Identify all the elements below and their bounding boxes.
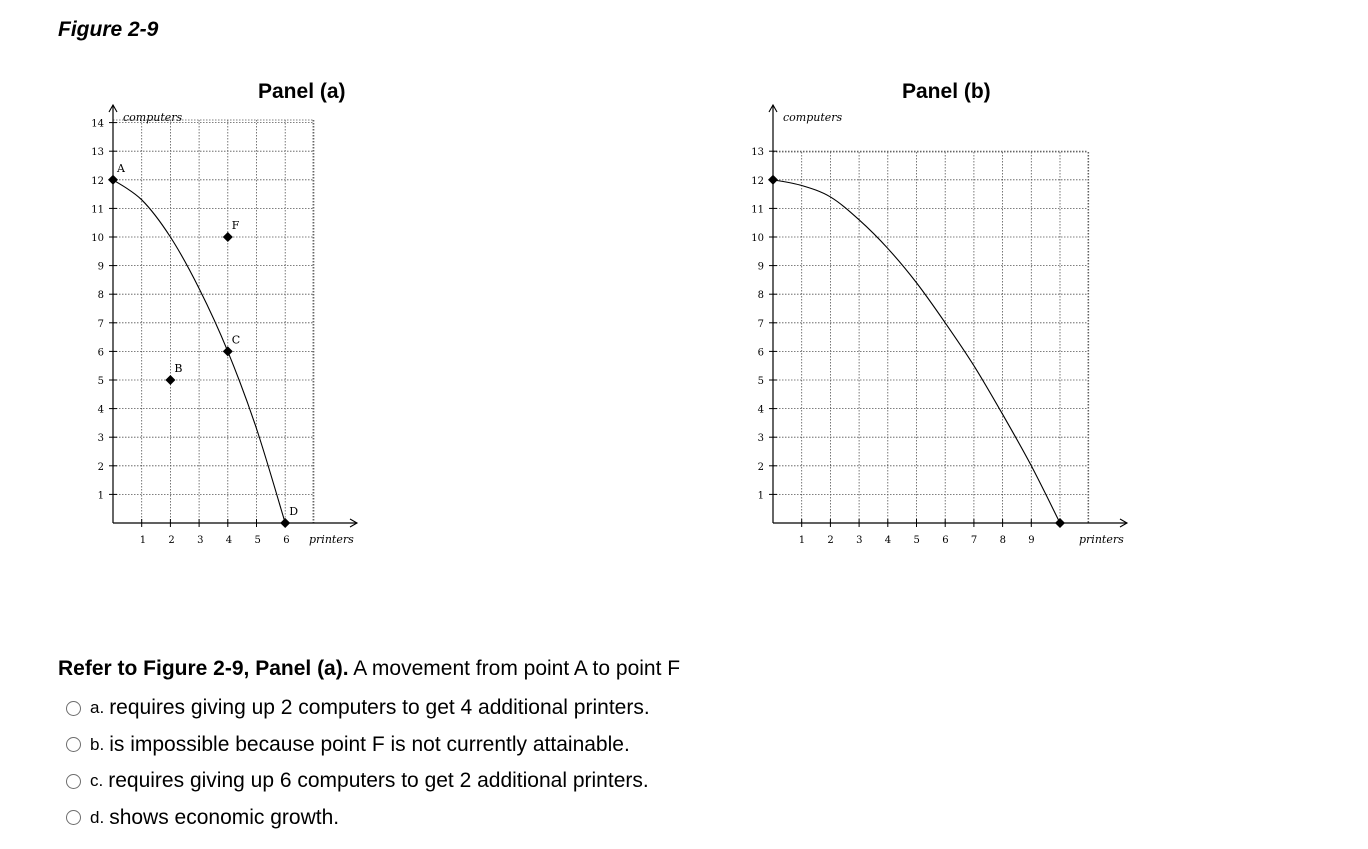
panel-a-y-tick-label: 14 (91, 118, 104, 130)
panel-b-x-axis-label: printers (1079, 533, 1124, 546)
panel-b-y-tick-label: 5 (757, 376, 764, 387)
panel-b-x-tick-label: 7 (970, 535, 978, 546)
panel-a-title: Panel (a) (258, 80, 346, 103)
option-c[interactable] (66, 763, 650, 800)
panel-b-x-tick-label: 9 (1028, 535, 1035, 546)
question-text (58, 657, 680, 681)
option-c-letter: c. (90, 771, 104, 791)
panel-b-x-tick-label: 4 (884, 535, 892, 546)
radio-a[interactable] (66, 701, 81, 716)
option-a[interactable] (66, 690, 650, 727)
panel-a-point-label-a: A (117, 161, 125, 175)
panel-b-y-tick-label: 12 (751, 175, 764, 187)
panel-b-point (768, 175, 778, 185)
option-c-text: requires giving up 6 computers to get 2 additional printers. (108, 769, 649, 793)
panel-a-point-a (108, 175, 118, 185)
question-body: A movement from point A to point F (348, 657, 681, 680)
option-b[interactable] (66, 727, 650, 764)
radio-b[interactable] (66, 737, 81, 752)
panel-a-x-tick-label: 6 (283, 535, 290, 546)
panel-b-y-tick-label: 4 (757, 404, 764, 416)
panel-a-y-tick-label: 5 (97, 376, 104, 387)
panel-b-y-tick-label: 2 (757, 461, 764, 473)
panel-b-x-tick-label: 2 (827, 535, 834, 546)
panel-b-y-axis-label: computers (783, 111, 843, 124)
answer-options (66, 690, 650, 836)
option-a-text: requires giving up 2 computers to get 4 additional printers. (109, 696, 650, 720)
panel-a-y-tick-label: 12 (91, 175, 104, 187)
panel-a-point-label-f: F (231, 219, 240, 232)
panel-a-point-label-c: C (231, 333, 241, 347)
option-d-text: shows economic growth. (109, 805, 340, 829)
panel-b-y-tick-label: 10 (751, 233, 764, 244)
panel-a-x-tick-label: 1 (139, 535, 147, 546)
panel-a-x-tick-label: 4 (225, 535, 233, 546)
panel-a-point-f (223, 232, 233, 242)
panel-b-x-tick-label: 1 (798, 535, 806, 546)
panel-b-x-tick-label: 8 (999, 535, 1006, 546)
panel-a-x-tick-label: 5 (254, 535, 261, 546)
panel-a-point-d (280, 518, 290, 528)
panel-a-point-label-b: B (174, 362, 183, 375)
panel-a-point-c (223, 346, 233, 356)
panel-a-y-tick-label: 3 (97, 433, 104, 445)
panel-a-y-tick-label: 11 (91, 204, 104, 216)
panel-a-y-tick-label: 4 (97, 404, 104, 416)
radio-c[interactable] (66, 774, 81, 789)
radio-d[interactable] (66, 810, 81, 825)
question-bold: Refer to Figure 2-9, Panel (a). (58, 657, 349, 680)
panel-a-y-tick-label: 1 (97, 490, 104, 502)
option-b-text: is impossible because point F is not currently attainable. (109, 732, 630, 756)
panel-b-y-tick-label: 6 (757, 347, 764, 359)
option-d-letter: d. (90, 807, 105, 827)
panel-b-x-tick-label: 3 (856, 535, 863, 546)
panel-b-title: Panel (b) (902, 80, 991, 103)
panel-b-x-tick-label: 5 (913, 535, 920, 546)
panel-a-x-axis-label: printers (309, 533, 354, 546)
panel-b-point (1055, 518, 1065, 528)
panel-b-y-tick-label: 7 (757, 318, 764, 330)
panel-b-y-tick-label: 11 (751, 204, 764, 216)
panel-a-y-tick-label: 10 (91, 233, 104, 244)
panel-b-x-tick-label: 6 (942, 535, 949, 546)
panel-a-y-tick-label: 8 (97, 290, 104, 302)
panel-a-y-tick-label: 9 (97, 261, 104, 273)
panel-a-y-tick-label: 6 (97, 347, 104, 359)
panel-a-x-tick-label: 2 (168, 535, 175, 546)
panel-a-y-tick-label: 2 (97, 461, 104, 473)
panel-a-y-axis-label: computers (123, 111, 183, 124)
panel-b-y-tick-label: 3 (757, 433, 764, 445)
panel-b-y-tick-label: 9 (757, 261, 764, 273)
panel-b-y-tick-label: 13 (751, 147, 764, 159)
panel-b-y-tick-label: 8 (757, 290, 764, 302)
figure-title: Figure 2-9 (58, 18, 159, 41)
panel-a-point-label-d: D (289, 505, 299, 518)
option-d[interactable] (66, 800, 650, 837)
option-b-letter: b. (90, 734, 105, 754)
panel-b-y-tick-label: 1 (757, 490, 764, 502)
panel-a-point-b (165, 375, 175, 385)
panel-a-x-tick-label: 3 (197, 535, 204, 546)
option-a-letter: a. (90, 698, 105, 718)
panel-a-y-tick-label: 13 (91, 147, 104, 159)
panel-a-y-tick-label: 7 (97, 318, 104, 330)
